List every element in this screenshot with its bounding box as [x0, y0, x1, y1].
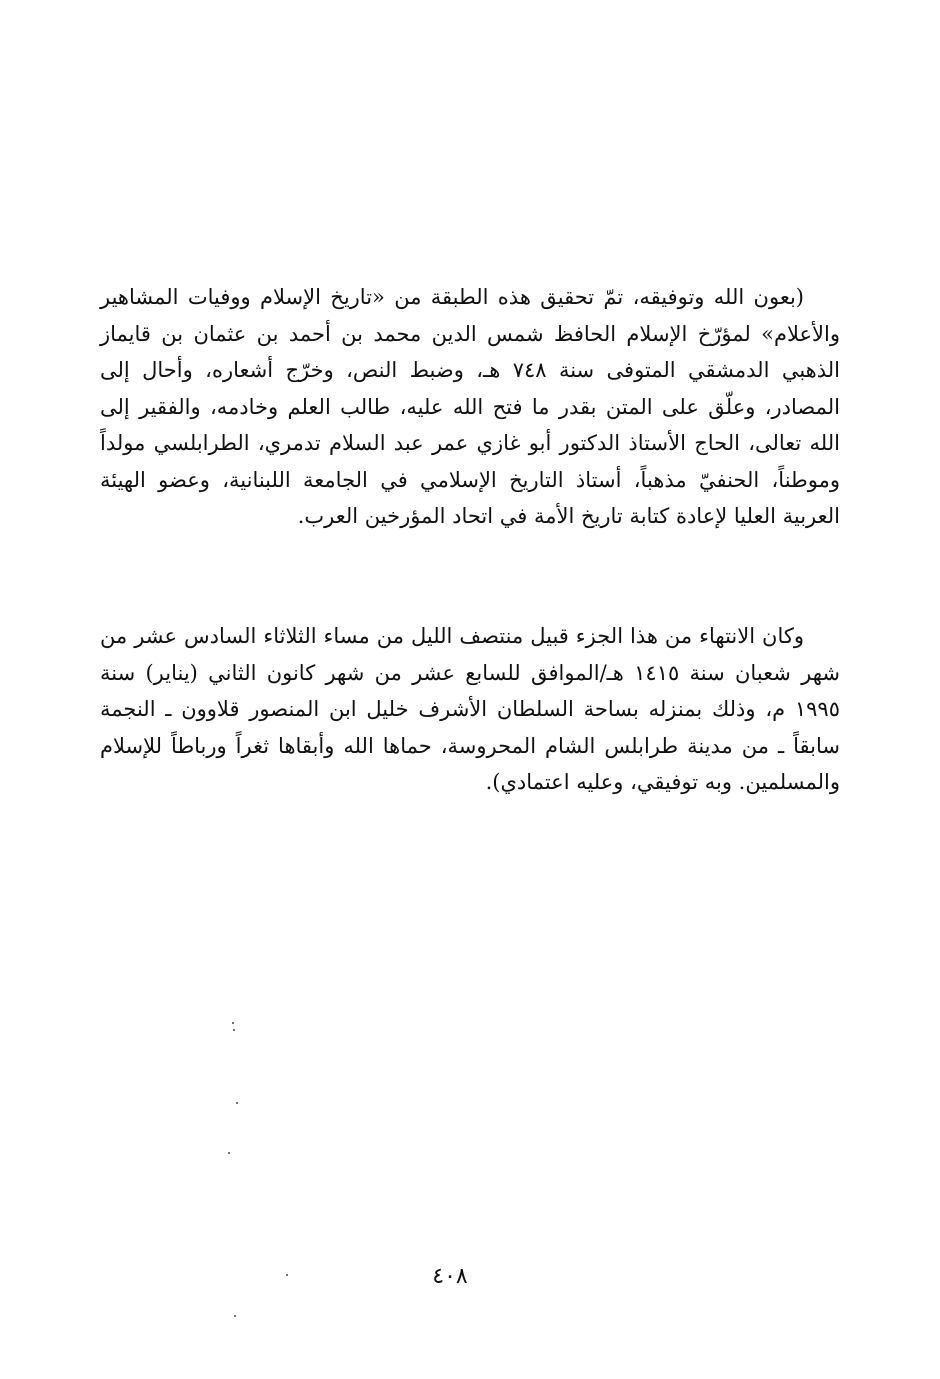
- scan-speck: [233, 1029, 235, 1031]
- paragraph-text: وكان الانتهاء من هذا الجزء قبيل منتصف الليل من مساء الثلاثاء السادس عشر من شهر شعبان سنة ١٤١٥ هـ/الموافق للسابع عشر من شهر كانون الثاني (يناير) سنة ١٩٩٥ م، وذلك بمنزله بساحة السلطان الأشرف خليل ابن المنصور قلاوون ـ النجمة سابقاً ـ من مدينة طرابلس الشام المحروسة، حماها الله وأبقاها ثغراً ورباطاً للإسلام والمسلمين. وبه توفيقي، وعليه اعتمادي).: [100, 624, 841, 794]
- colophon-paragraph-2: [100, 618, 840, 801]
- scan-speck: [232, 1022, 234, 1024]
- page-number: ٤٠٨: [432, 1264, 468, 1289]
- scan-speck: [286, 1274, 288, 1276]
- colophon-paragraph-1: [100, 279, 840, 535]
- scan-speck: [234, 1315, 236, 1317]
- paragraph-text: (بعون الله وتوفيقه، تمّ تحقيق هذه الطبقة من «تاريخ الإسلام ووفيات المشاهير والأعلام» لمؤرّخ الإسلام الحافظ شمس الدين محمد بن أحمد بن عثمان بن قايماز الذهبي الدمشقي المتوفى سنة ٧٤٨ هـ، وضبط النص، وخرّج أشعاره، وأحال إلى المصادر، وعلّق على المتن بقدر ما فتح الله عليه، طالب العلم وخادمه، والفقير إلى الله تعالى، الحاج الأستاذ الدكتور أبو غازي عمر عبد السلام تدمري، الطرابلسي مولداً وموطناً، الحنفيّ مذهباً، أستاذ التاريخ الإسلامي في الجامعة اللبنانية، وعضو الهيئة العربية العليا لإعادة كتابة تاريخ الأمة في اتحاد المؤرخين العرب.: [100, 285, 840, 528]
- scan-speck: [228, 1152, 230, 1154]
- scan-speck: [236, 1102, 238, 1104]
